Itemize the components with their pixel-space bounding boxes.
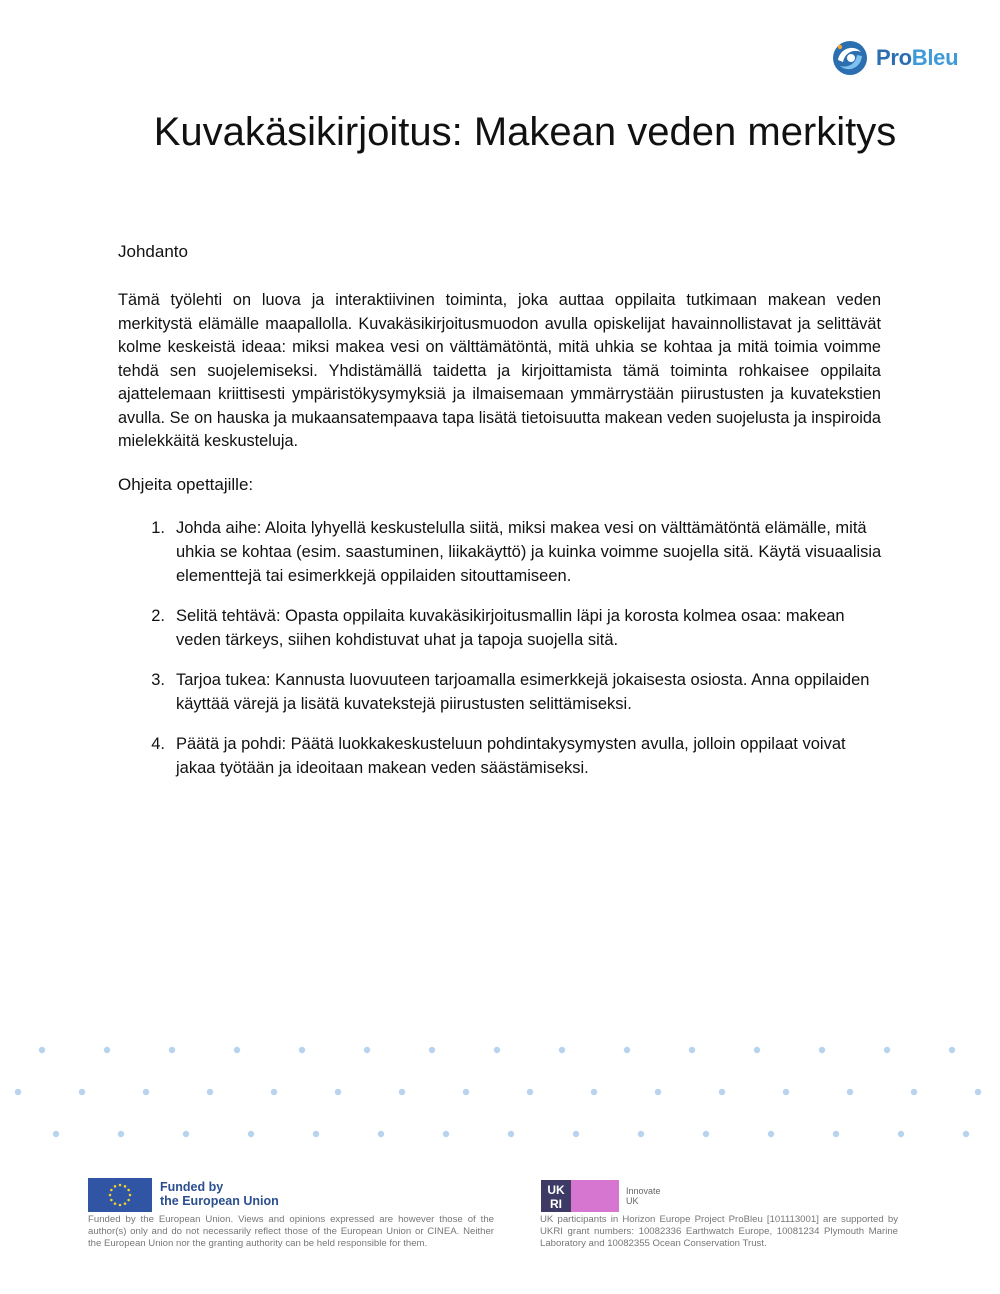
decorative-dot: [527, 1089, 533, 1095]
decorative-dot: [624, 1047, 630, 1053]
list-item: [118, 732, 888, 780]
eu-label-line1: Funded by: [160, 1180, 224, 1194]
decorative-dot: [53, 1131, 59, 1137]
list-item-number: 3.: [151, 671, 165, 689]
ukri-logo-text-bottom: RI: [550, 1197, 562, 1211]
decorative-dot: [508, 1131, 514, 1137]
decorative-dot: [79, 1089, 85, 1095]
instructions-list: [118, 516, 888, 796]
decorative-dot: [335, 1089, 341, 1095]
list-item-text: Päätä ja pohdi: Päätä luokkakeskusteluun pohdintakysymysten avulla, jolloin oppilaat voivat jakaa työtään ja ideoitaan makean veden säästämiseksi.: [176, 735, 846, 777]
decorative-dot: [819, 1047, 825, 1053]
decorative-dot: [207, 1089, 213, 1095]
decorative-dot: [591, 1089, 597, 1095]
decorative-dot: [429, 1047, 435, 1053]
decorative-dot: [975, 1089, 981, 1095]
decorative-dot: [313, 1131, 319, 1137]
decorative-dot: [248, 1131, 254, 1137]
eu-disclaimer: Funded by the European Union. Views and opinions expressed are however those of the author(s) only and do not necessarily reflect those of the European Union or CINEA. Neither the European Union nor the granting authority can be held responsible for them.: [88, 1214, 494, 1250]
page-title: Kuvakäsikirjoitus: Makean veden merkitys: [153, 110, 897, 154]
decorative-dot: [494, 1047, 500, 1053]
decorative-dot: [655, 1089, 661, 1095]
eu-star-icon: [127, 1199, 130, 1202]
decorative-dot: [949, 1047, 955, 1053]
decorative-dot: [833, 1131, 839, 1137]
decorative-dot: [783, 1089, 789, 1095]
decorative-dot: [884, 1047, 890, 1053]
brand-part-bleu: Bleu: [911, 45, 959, 70]
intro-heading: Johdanto: [118, 242, 188, 261]
decorative-dot: [234, 1047, 240, 1053]
decorative-droplet-pattern: [0, 1030, 1000, 1150]
eu-star-icon: [119, 1204, 122, 1207]
decorative-dot: [911, 1089, 917, 1095]
ukri-disclaimer: UK participants in Horizon Europe Project ProBleu [101113001] are supported by UKRI grant numbers: 10082336 Earthwatch Europe, 10081234 Plymouth Marine Laboratory and 10082355 Ocean Conservation Trust.: [540, 1214, 898, 1250]
list-item-text: Selitä tehtävä: Opasta oppilaita kuvakäsikirjoitusmallin läpi ja korosta kolmea osaa: makean veden tärkeys, siihen kohdistuvat uhat ja tapoja suojella sitä.: [176, 607, 845, 649]
decorative-dot: [299, 1047, 305, 1053]
intro-paragraph: Tämä työlehti on luova ja interaktiivinen toiminta, joka auttaa oppilaita tutkimaan makean veden merkitystä elämälle maapallolla. Kuvakäsikirjoitusmuodon avulla opiskelijat havainnollistavat ja selittävät kolme keskeistä ideaa: miksi makea vesi on välttämätöntä, mitä uhkia se kohtaa ja mitä toimia voimme tehdä sen suojelemiseksi. Yhdistämällä taidetta ja kirjoittamista tämä toiminta rohkaisee oppilaita ajattelemaan kriittisesti ympäristökysymyksiä ja ilmaisemaan ymmärrystään piirustusten ja kuvatekstien avulla. Se on hauska ja mukaansatempaava tapa lisätä tietoisuutta makean veden suojelusta ja inspiroida mielekkäitä keskusteluja.: [118, 291, 881, 450]
list-item: [118, 668, 888, 716]
decorative-dot: [443, 1131, 449, 1137]
decorative-dot: [143, 1089, 149, 1095]
eu-label-line2: the European Union: [160, 1194, 279, 1208]
decorative-dot: [703, 1131, 709, 1137]
decorative-dot: [963, 1131, 969, 1137]
decorative-dot: [15, 1089, 21, 1095]
innovate-line2: UK: [626, 1196, 639, 1206]
decorative-dot: [689, 1047, 695, 1053]
decorative-dot: [39, 1047, 45, 1053]
eu-star-icon: [109, 1194, 112, 1197]
decorative-dot: [271, 1089, 277, 1095]
eu-flag-icon: [88, 1178, 152, 1212]
decorative-dot: [399, 1089, 405, 1095]
eu-funding-label: [160, 1180, 279, 1208]
list-item-number: 1.: [151, 519, 165, 537]
eu-star-icon: [127, 1189, 130, 1192]
list-item-text: Tarjoa tukea: Kannusta luovuuteen tarjoamalla esimerkkejä jokaisesta osiosta. Anna oppilaiden käyttää värejä ja lisätä kuvatekstejä piirustusten selittämiseksi.: [176, 671, 870, 713]
decorative-dot: [898, 1131, 904, 1137]
decorative-dot: [169, 1047, 175, 1053]
eu-star-icon: [114, 1202, 117, 1205]
list-item-text: Johda aihe: Aloita lyhyellä keskustelulla siitä, miksi makea vesi on välttämätöntä elämälle, mitä uhkia se kohtaa (esim. saastuminen, liikakäyttö) ja kuinka voimme suojella sitä. Käytä visuaalisia elementtejä tai esimerkkejä oppilaiden sitouttamiseen.: [176, 519, 882, 585]
decorative-dot: [847, 1089, 853, 1095]
decorative-dot: [378, 1131, 384, 1137]
decorative-dot: [638, 1131, 644, 1137]
eu-star-icon: [114, 1185, 117, 1188]
eu-star-icon: [119, 1184, 122, 1187]
list-item-number: 4.: [151, 735, 165, 753]
decorative-dot: [118, 1131, 124, 1137]
probleu-logo: [830, 38, 958, 78]
eu-star-icon: [124, 1202, 127, 1205]
innovate-line1: Innovate: [626, 1186, 661, 1196]
eu-star-icon: [110, 1199, 113, 1202]
list-item: [118, 516, 888, 588]
ukri-logo-icon: [541, 1180, 619, 1212]
decorative-dot: [364, 1047, 370, 1053]
eu-star-icon: [124, 1185, 127, 1188]
decorative-dot: [754, 1047, 760, 1053]
decorative-dot: [573, 1131, 579, 1137]
decorative-dot: [719, 1089, 725, 1095]
ukri-logo-text-top: UK: [547, 1183, 565, 1197]
decorative-dot: [559, 1047, 565, 1053]
decorative-dot: [768, 1131, 774, 1137]
teachers-heading: Ohjeita opettajille:: [118, 475, 254, 494]
innovate-uk-label: [626, 1186, 661, 1206]
eu-star-icon: [110, 1189, 113, 1192]
list-item-number: 2.: [151, 607, 165, 625]
eu-star-icon: [129, 1194, 132, 1197]
list-item: [118, 604, 888, 652]
brand-part-pro: Pro: [876, 45, 912, 70]
decorative-dot: [183, 1131, 189, 1137]
probleu-swirl-icon: [830, 38, 870, 78]
decorative-dot: [104, 1047, 110, 1053]
probleu-wordmark: [876, 45, 958, 71]
decorative-dot: [463, 1089, 469, 1095]
